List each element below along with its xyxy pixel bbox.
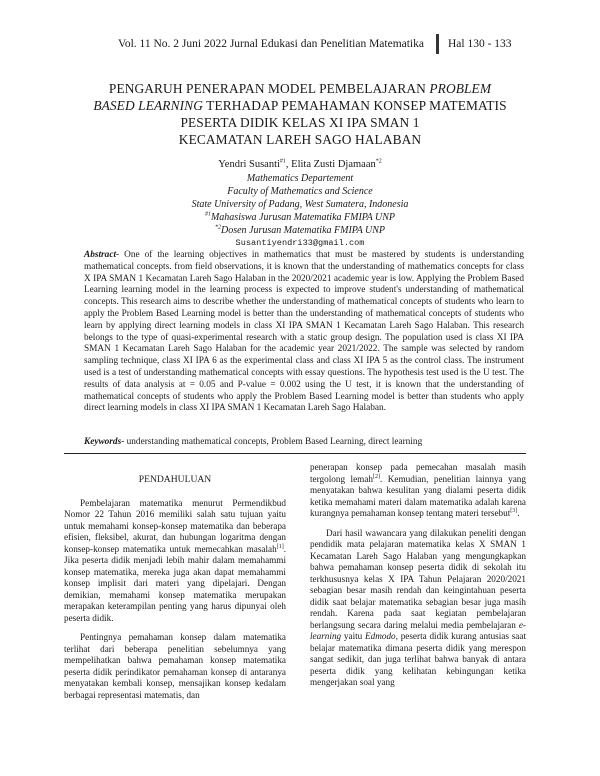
faculty: Faculty of Mathematics and Science xyxy=(227,186,373,197)
keywords-text: understanding mathematical concepts, Problem Based Learning, direct learning xyxy=(124,437,423,447)
title-line-1: PENGARUH PENERAPAN MODEL PEMBELAJARAN PROBLEM xyxy=(108,81,492,96)
keywords xyxy=(84,437,524,447)
abstract xyxy=(84,250,524,415)
title-line-4: KECAMATAN LAREH SAGO HALABAN xyxy=(178,132,422,147)
university: State University of Padang, West Sumatera, Indonesia xyxy=(191,199,409,210)
author-email: Susantiyendri33@gmail.com xyxy=(235,238,365,248)
header-divider xyxy=(436,34,439,54)
journal-info: Vol. 11 No. 2 Juni 2022 Jurnal Edukasi dan Penelitian Matematika xyxy=(118,38,424,50)
paragraph: Pentingnya pemahaman konsep dalam matematika terlihat dari beberapa penelitian sebelumnya yang mempelihatkan bahwa pemahaman konsep matematika peserta didik perindikator pemahaman konsep di antaranya menyatakan kembali konsep, mensajikan konsep kedalam berbagai representasi matematis, dan xyxy=(64,632,286,700)
author-block xyxy=(60,158,540,250)
paper-title xyxy=(60,80,540,148)
keywords-label: Keywords- xyxy=(84,437,125,447)
abstract-text: One of the learning objectives in mathematics that must be mastered by students is understanding mathematical concepts. from field observations, it is known that the understanding of mathematics concepts for class X IPA SMAN 1 Kecamatan Lareh Sago Halaban in the 2020/2021 academic year is low. Applying the Problem Based Learning learning model in the learning process is expected to improve student's understanding of mathematical concepts. This research aims to describe whether the understanding of mathematical concepts of students who learn to apply the Problem Based Learning model is better than the understanding of mathematical concepts of students who learn by applying direct learning models in class XI IPA SMAN 1 Kecamatan Lareh Sago Halaban. This research belongs to the type of quasi-experimental research with a static group design. The population used is class XI IPA SMAN 1 Kecamatan Lareh Sago Halaban for the academic year 2021/2022. The sample was selected by random sampling technique, class XI IPA 6 as the experimental class and class XI IPA 5 as the control class. The instrument used is a test of understanding mathematical concepts with essay questions. The hypothesis test used is the U test. The results of data analysis at = 0.05 and P-value = 0.002 using the U test, it is known that the understanding of mathematical concepts of students who apply the Problem Based Learning model is better than students who apply direct learning models in class XI IPA SMAN 1 Kecamatan Lareh Sago Halaban. xyxy=(84,250,524,414)
affiliation-2: $^{*2}$Dosen Jurusan Matematika FMIPA UNP xyxy=(214,224,386,236)
abstract-label: Abstract- xyxy=(84,250,120,260)
title-line-2: BASED LEARNING TERHADAP PEMAHAMAN KONSEP MATEMATIS xyxy=(93,98,507,113)
author-names: Yendri Susanti$^{\#1}$, Elita Zusti Djamaan$^{*2}$ xyxy=(218,158,382,170)
department: Mathematics Departement xyxy=(246,173,354,184)
title-line-3: PESERTA DIDIK KELAS XI IPA SMAN 1 xyxy=(180,115,420,130)
paragraph: Dari hasil wawancara yang dilakukan peneliti dengan pendidik mata pelajaran matematika kelas X SMAN 1 Kecamatan Lareh Sago Halaban yang mengungkapkan bahwa pemahaman konsep peserta didik di sekolah itu terkhususnya kelas X IPA Tahun Pelajaran 2020/2021 sebagian besar masih rendah dan keingintahuan peserta didik saat belajar matematika sebagian besar juga masih rendah. Karena pada saat kegiatan pembelajaran berlangsung secara daring melalui media pembelajaran e-learning yaitu Edmodo, peserta didik kurang antusias saat belajar matematika dimana peserta didik yang merespon sangat sedikit, dan juga terlihat bahwa banyak di antara peserta didik yang kelihatan kebingungan ketika mengerjakan soal yang xyxy=(310,527,526,687)
right-column xyxy=(310,462,526,689)
section-heading: PENDAHULUAN xyxy=(138,474,212,485)
paragraph: Pembelajaran matematika menurut Permendikbud Nomor 22 Tahun 2016 memiliki salah satu tujuan yaitu untuk memahami konsep-konsep matematika dan beberapa efisien, fleksibel, akurat, dan hubungan logaritma dengan konsep-konsep matematika untuk memecahkan masalah[1]. Jika peserta didik menjadi lebih mahir dalam memahammi konsep matematika, mereka juga akan dapat memahammi konsep implisit dari materi yang dipelajari. Dengan demikian, memahami konsep matematika merupakan merapakan keterampilan penting yang harus dipunyai oleh peserta didik. xyxy=(64,497,286,623)
running-header xyxy=(118,38,518,56)
page-range: Hal 130 - 133 xyxy=(448,38,512,50)
affiliation-1: $^{\#1}$Mahasiswa Jurusan Matematika FMIPA UNP xyxy=(204,211,396,223)
section-divider xyxy=(64,453,526,454)
left-column xyxy=(64,462,286,701)
paragraph: penerapan konsep pada pemecahan masalah masih tergolong lemah[2]. Kemudian, penelitian lainnya yang menyatakan bahwa kesulitan yang dialami peserta didik ketika memahami materi dalam matematika adalah karena kurangnya pemahaman konsep tentang materi tersebut[3]. xyxy=(310,462,526,518)
